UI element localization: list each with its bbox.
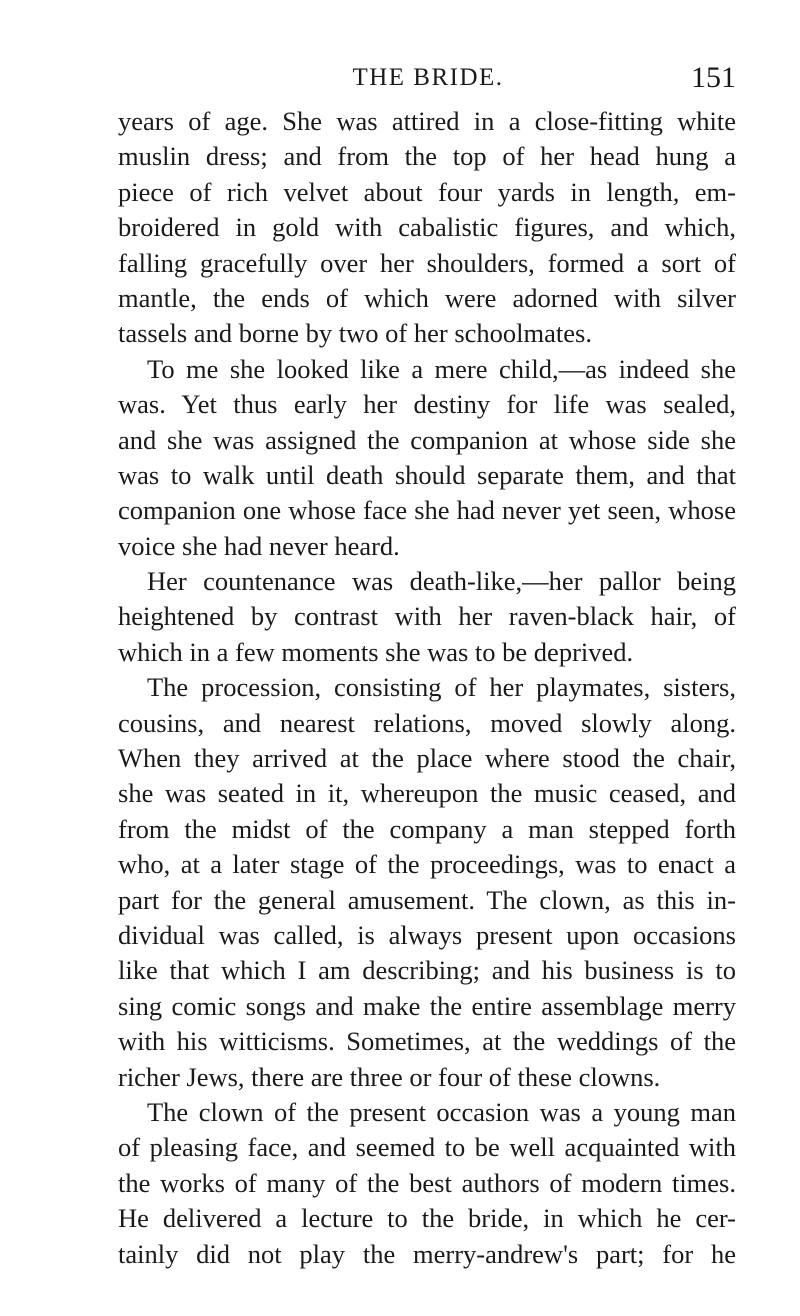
text-line: part for the general amusement. The clown, as this in- xyxy=(118,884,736,915)
text-line: falling gracefully over her shoulders, formed a sort of xyxy=(118,247,736,278)
text-line: He delivered a lecture to the bride, in which he cer- xyxy=(118,1203,736,1234)
text-line: with his witticisms. Sometimes, at the weddings of the xyxy=(118,1026,736,1057)
text-line: sing comic songs and make the entire assemblage merry xyxy=(118,990,736,1021)
text-line: The clown of the present occasion was a young man xyxy=(147,1096,736,1127)
text-line: tassels and borne by two of her schoolmates. xyxy=(118,318,592,349)
text-line: Her countenance was death-like,—her pallor being xyxy=(147,566,736,597)
text-line: was. Yet thus early her destiny for life was sealed, xyxy=(118,389,736,420)
text-line: like that which I am describing; and his business is to xyxy=(118,955,736,986)
page-number: 151 xyxy=(691,61,736,94)
running-head xyxy=(118,60,738,96)
text-line: from the midst of the company a man stepped forth xyxy=(118,813,736,844)
text-line: and she was assigned the companion at whose side she xyxy=(118,424,736,455)
text-line: was to walk until death should separate them, and that xyxy=(118,459,736,490)
text-line: piece of rich velvet about four yards in length, em- xyxy=(118,176,736,207)
text-line: muslin dress; and from the top of her head hung a xyxy=(118,141,736,172)
body-text xyxy=(118,104,736,1272)
text-line: When they arrived at the place where stood the chair, xyxy=(118,743,736,774)
text-line: years of age. She was attired in a close-fitting white xyxy=(118,106,736,136)
text-line: mantle, the ends of which were adorned with silver xyxy=(118,282,736,313)
text-line: cousins, and nearest relations, moved slowly along. xyxy=(118,707,736,738)
text-line: companion one whose face she had never yet seen, whose xyxy=(118,495,736,526)
text-line: broidered in gold with cabalistic figures, and which, xyxy=(118,212,736,243)
running-title: THE BRIDE. xyxy=(352,64,504,91)
text-line: of pleasing face, and seemed to be well acquainted with xyxy=(118,1132,736,1163)
text-line: tainly did not play the merry-andrew's part; for he xyxy=(118,1238,736,1269)
text-line: which in a few moments she was to be deprived. xyxy=(118,636,634,667)
text-line: To me she looked like a mere child,—as indeed she xyxy=(147,353,736,384)
text-line: the works of many of the best authors of modern times. xyxy=(118,1167,736,1198)
text-line: The procession, consisting of her playmates, sisters, xyxy=(147,672,736,703)
text-line: who, at a later stage of the proceedings, was to enact a xyxy=(118,849,736,880)
text-line: voice she had never heard. xyxy=(118,530,400,561)
text-line: richer Jews, there are three or four of these clowns. xyxy=(118,1061,661,1092)
text-line: dividual was called, is always present upon occasions xyxy=(118,919,736,950)
text-line: she was seated in it, whereupon the music ceased, and xyxy=(118,778,736,809)
text-line: heightened by contrast with her raven-black hair, of xyxy=(118,601,736,632)
